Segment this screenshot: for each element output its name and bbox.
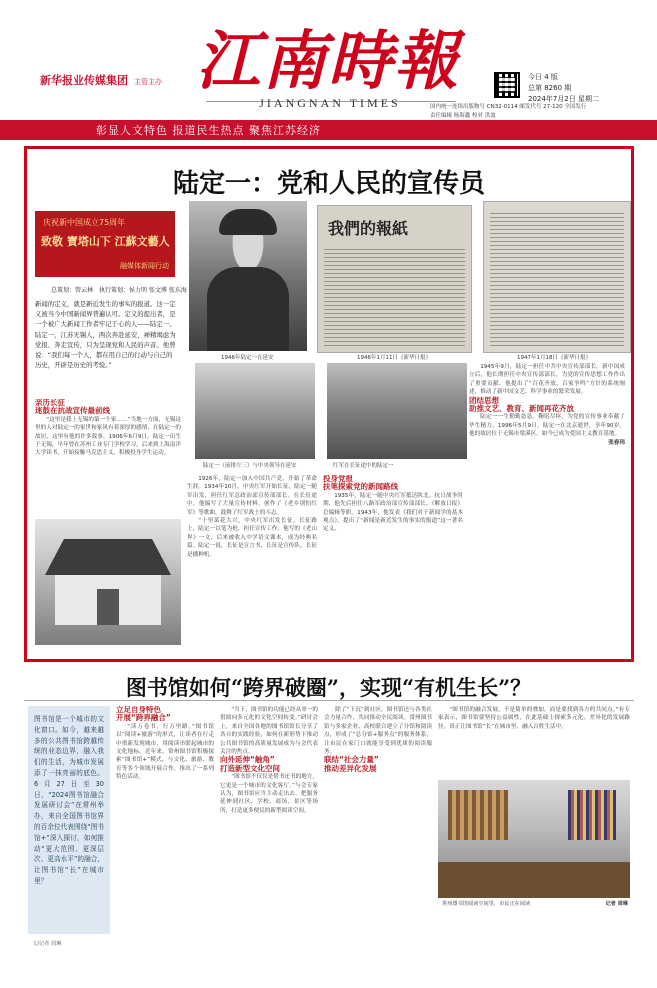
bottom-col-1-text: “读万卷书，行万里路。”图书馆以“阅读+旅游”的形式，让读者在行走中重新发现城市，用阅读串联起城市的文化地标。近年来，常州图书馆积极探索“图书馆+”模式，与文化、旅游、教育等多个领域开展合作，推出了一系列特色活动。 xyxy=(116,723,214,781)
reporter: 记者 周琳 xyxy=(605,901,628,907)
newspaper-logo: 江南時報 xyxy=(196,24,460,99)
portrait-photo xyxy=(189,201,307,351)
slogan: 彰显人文特色 报道民生热点 聚焦江苏经济 xyxy=(96,124,321,137)
paper1-caption: 1946年1月11日《新华日报》 xyxy=(357,355,431,361)
column-a xyxy=(35,399,181,515)
section-heading-2: 投身党报 扶笔探索党的新闻路线 xyxy=(323,475,398,492)
bottom-col-4-text: 除了“下沉”到社区，图书馆还与各类社会力量合作，共同推动全民阅读。常州图书馆与多家企业、高校联合建立了分馆和阅读点，形成了“总分馆+服务点”的服务体系，让市民在家门口就能享受到优质的阅读服务。 xyxy=(324,707,432,756)
column-a-text: “这里是我上无锡的第一个家……”当地一方面，无锡这里的人对陆定一的家世和家风有着深厚的感情，在陆定一的故居，这里有他的许多故事。1906年6月9日，陆定一出生于无锡，早年曾在苏州工业专门学校学习，后来到上海南洋大学读书，开始接触马克思主义，积极投身学生运动。 xyxy=(35,416,181,457)
bottom-col-3-text: “图书馆不仅仅是借书还书的地方，它更是一个城市的文化客厅。”与会专家认为，图书馆应当主动走出去，把服务延伸到社区、学校、商场、景区等场所，打造更多便民的新型阅读空间。 xyxy=(220,774,318,814)
masthead xyxy=(0,0,657,140)
long-march-caption: 红军在长征途中的陆定一 xyxy=(333,463,394,469)
bottom-headline: 图书馆如何“跨界破圈”，实现“有机生长”？ xyxy=(125,675,532,700)
issue-number: 总第 8260 期 xyxy=(528,84,572,92)
bottom-column-1 xyxy=(116,706,214,982)
column-b xyxy=(187,475,317,657)
column-d xyxy=(469,363,625,657)
banner-top: 庆祝新中国成立75周年 xyxy=(43,218,126,227)
editors-line: 责任编辑 杨海鑫 校对 洪波 xyxy=(430,113,496,119)
newspaper-logo-en: JIANGNAN TIMES xyxy=(259,96,401,110)
author: 张春玮 xyxy=(608,439,625,446)
library-caption xyxy=(442,900,628,908)
library-photo xyxy=(438,780,630,898)
section-heading-1: 亲历长征 迷鼓在抗战宣传最前线 xyxy=(35,399,110,416)
issue-date: 2024年7月2日 星期二 xyxy=(528,95,599,103)
publication-code: 国内统一连续出版物号 CN32-0114 邮发代号 27-120 全国发行 xyxy=(430,104,587,110)
column-e-text: 1945年9月，陆定一担任中共中央宣传部部长。新中国成立后，他长期担任中央宣传部部长，为党的宣传思想工作作出了重要贡献。他提出了“百花齐放、百家争鸣”方针的系统阐述，推动了新中国文艺、科学事业的繁荣发展。 xyxy=(469,364,625,396)
section-heading-3: 团结思想 助推文艺、教育、新闻再花齐放 xyxy=(469,395,574,414)
newspaper-scan-1 xyxy=(317,205,472,353)
column-f-text: 陆定一一生勤勤恳恳、鞠躬尽瘁，为党的宣传事业奉献了毕生精力。1996年5月9日，陆定一在北京逝世，享年90岁。他的故居位于无锡市梁溪区，如今已成为爱国主义教育基地。 xyxy=(469,414,625,438)
banner-main: 致敬 寶塔山下 江蘇文藝人 xyxy=(41,235,170,248)
bottom-sub-2: 向外延伸“触角” 打造新型文化空间 xyxy=(220,755,280,773)
paper1-title: 我們的報紙 xyxy=(328,219,409,238)
bottom-column-4 xyxy=(438,706,630,776)
feature-headline: 陆定一：党和人民的宣传员 xyxy=(172,169,485,199)
former-residence-photo xyxy=(35,519,181,645)
byline: 总策划：管云林 执行策划：侯力明 张文博 张东海 xyxy=(51,287,187,294)
leaders-photo xyxy=(195,363,315,459)
side-footnote: 文/记者 周琳 xyxy=(32,941,62,947)
column-d-text: 1935年，陆定一随中央红军抵达陕北。抗日战争时期，他先后担任八路军政治部宣传部部长、《解放日报》总编辑等职。1943年，他发表《我们对于新闻学的基本观点》，提出了“新闻是新近发生的事实的报道”这一著名定义。 xyxy=(323,492,463,533)
issue-pages: 今日 4 版 xyxy=(528,73,558,81)
issue-info xyxy=(528,72,599,105)
column-b-text: 1926年，陆定一加入中国共产党，开始了革命生涯。1934年10月，中央红军开始长征，陆定一随军出发，担任红军总政治部宣传部部长。在长征途中，他编写了大量宣传材料，创作了《老乡别怕红军》等歌曲，鼓舞了红军战士的斗志。 xyxy=(187,476,317,516)
qr-code-icon xyxy=(494,72,520,98)
column-c xyxy=(323,475,463,657)
lead-paragraph: 新闻的定义，就是新近发生的事实的报道。这一定义被当今中国新闻界普遍认可。定义的提出者，是一个被广大新闻工作者牢记于心的人——陆定一。陆定一，江苏无锡人，两次奔赴延安，禅精竭虑为党报、奔走宣传，只为呈现党和人民的声音。他曾说：“我们每一个人，都在用自己的行动与自己的历史，开辟是历史的考验。” xyxy=(35,300,176,370)
portrait-caption: 1946年陆定一在延安 xyxy=(221,355,274,361)
bottom-sub-3: 联结“社会力量” 推动差异化发展 xyxy=(324,755,379,773)
slogan-bar xyxy=(0,120,657,140)
library-caption-text: 常州图书馆阅读空间里，市民正在阅读 xyxy=(442,901,531,907)
bottom-column-2 xyxy=(220,706,318,982)
publisher-sub: 主管主办 xyxy=(134,78,162,86)
series-banner xyxy=(35,211,175,277)
leaders-caption: 陆定一（前排左三）与中央领导在延安 xyxy=(203,463,297,469)
newspaper-scan-2 xyxy=(483,201,631,353)
feature-article xyxy=(24,146,634,662)
banner-sub: 融媒体新闻行动 xyxy=(120,262,169,270)
bottom-column-3 xyxy=(324,706,432,982)
long-march-photo xyxy=(327,363,467,459)
bottom-col-5-text: “图书馆的融合发展，不是简单的叠加，而是要找到各方的共同点。”有专家表示，图书馆要坚持公益属性，在此基础上探索多元化、差异化的发展路径，真正让图书馆“长”在城市里、融入百姓生活中。 xyxy=(438,707,630,730)
publisher-brand xyxy=(40,72,162,88)
bottom-col-2-text: “当下，图书馆的功能已经从单一的借阅向多元化的文化空间转变。”研讨会上，来自全国各地的图书馆馆长分享了各自的实践经验，如何在新形势下推动公共图书馆的高质量发展成为与会代表关注的焦点。 xyxy=(220,707,318,756)
column-c-text: “十里菜花大兴，中央红军出发长征，长征路上，陆定一以笔为枪，担任宣传工作，他写的《老山界》一文，后来被收入中学语文课本，成为经典名篇。陆定一说，长征是宣言书，长征是宣传队，长征是播种机。 xyxy=(187,518,317,558)
intro-box xyxy=(28,706,110,934)
publisher-name: 新华报业传媒集团 xyxy=(40,74,128,87)
bottom-sub-1: 立足自身特色 开展“跨界融合” xyxy=(116,706,171,723)
publication-meta xyxy=(430,103,586,121)
intro-text: 图书馆是一个城市的文化窗口。如今，越来越多的公共图书馆跨越传统的业态边界，融入我们的生活，为城市发展添了一抹亮丽的底色。6月27日至30日，“2024图书馆融合发展研讨会”在常州举办，来自全国图书馆界的百余位代表围绕“图书馆+”深入探讨，如何推动“更大范围、更深层次、更高水平”的融合，让图书馆“长”在城市里？ xyxy=(34,715,104,885)
paper2-caption: 1947年1月18日《新华日报》 xyxy=(517,355,591,361)
